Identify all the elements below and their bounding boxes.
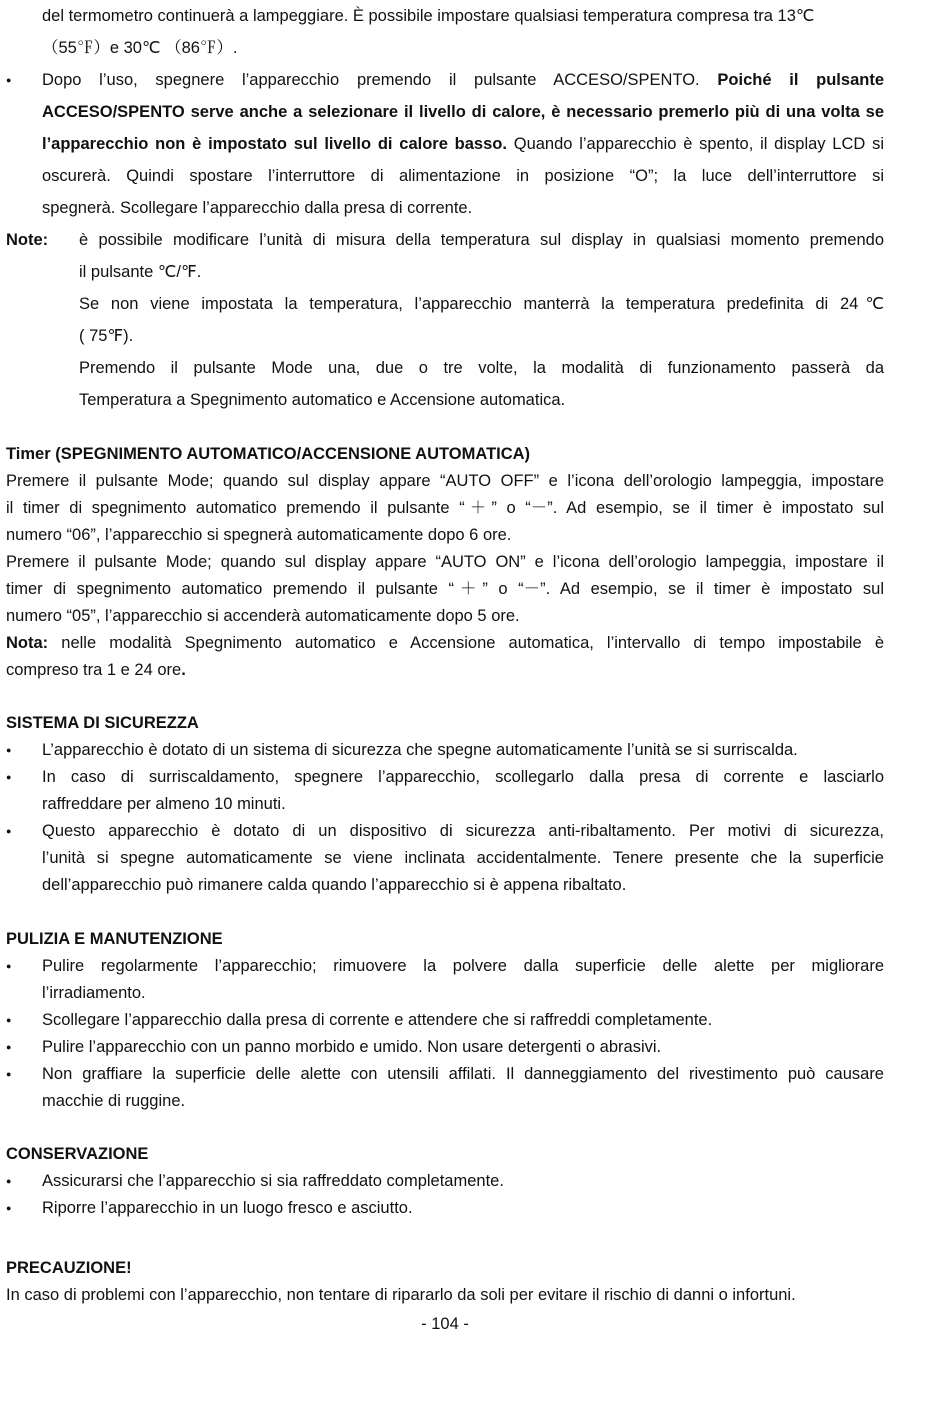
storage-section	[6, 1141, 884, 1222]
cleaning-section	[6, 926, 884, 1115]
list-item-line: spegnerà. Scollegare l’apparecchio dalla presa di corrente.	[42, 199, 473, 217]
safety-section	[6, 710, 884, 899]
paragraph-line: Premere il pulsante Mode; quando sul display appare “AUTO ON” e l’icona dell’orologio lampeggia, impostare il	[6, 553, 884, 571]
section-heading: PRECAUZIONE!	[6, 1259, 132, 1277]
nota-label: Nota:	[6, 634, 49, 652]
section-heading: SISTEMA DI SICUREZZA	[6, 714, 199, 732]
bullet-icon: ●	[6, 961, 12, 971]
list-item-line: l’apparecchio non è impostato sul livello di calore basso. Quando l’apparecchio è spento, il display LCD si	[42, 135, 884, 153]
page-number: - 104 -	[421, 1315, 469, 1333]
paragraph-line: Premere il pulsante Mode; quando sul display appare “AUTO OFF” e l’icona dell’orologio lampeggia, impostare	[6, 472, 884, 490]
paragraph-line: timer di spegnimento automatico premendo il pulsante “＋” o “－”. Ad esempio, se il timer è impostato sul	[6, 580, 884, 598]
bullet-icon: ●	[6, 772, 12, 782]
bullet-icon: ●	[6, 826, 12, 836]
list-item: ● Non graffiare la superficie delle alette con utensili affilati. Il danneggiamento del rivestimento può causare macchie di ruggine.	[6, 1061, 884, 1115]
caution-section	[6, 1255, 884, 1309]
paragraph-line: il timer di spegnimento automatico premendo il pulsante “＋” o “－”. Ad esempio, se il timer è impostato sul	[6, 499, 884, 517]
section-heading: CONSERVAZIONE	[6, 1145, 149, 1163]
paragraph-line: Nota: nelle modalità Spegnimento automatico e Accensione automatica, l’intervallo di tempo impostabile è	[6, 634, 884, 652]
section-heading: Timer (SPEGNIMENTO AUTOMATICO/ACCENSIONE AUTOMATICA)	[6, 445, 531, 463]
list-item: ● Riporre l’apparecchio in un luogo fresco e asciutto.	[6, 1195, 884, 1222]
note-line: il pulsante ℃/℉.	[79, 263, 202, 281]
list-item-line: ACCESO/SPENTO serve anche a selezionare il livello di calore, è necessario premerlo più di una volta se	[42, 103, 884, 121]
bullet-icon: ●	[6, 75, 12, 85]
note-label: Note:	[6, 231, 49, 249]
timer-section	[6, 441, 884, 684]
note-line: è possibile modificare l’unità di misura della temperatura sul display in qualsiasi momento premendo	[79, 231, 884, 249]
list-item: ● Pulire regolarmente l’apparecchio; rimuovere la polvere dalla superficie delle alette per migliorare l’irradiamento.	[6, 953, 884, 1007]
bullet-icon: ●	[6, 1042, 12, 1052]
list-item-line: oscurerà. Quindi spostare l’interruttore di alimentazione in posizione “O”; la luce dell’interruttore si	[42, 167, 884, 185]
list-item: ● Assicurarsi che l’apparecchio si sia raffreddato completamente.	[6, 1168, 884, 1195]
list-item: ● Pulire l’apparecchio con un panno morbido e umido. Non usare detergenti o abrasivi.	[6, 1034, 884, 1061]
note-line: ( 75℉).	[79, 327, 134, 345]
note-line: Se non viene impostata la temperatura, l’apparecchio manterrà la temperatura predefinita di 24℃	[79, 295, 884, 313]
paragraph-line: In caso di problemi con l’apparecchio, non tentare di ripararlo da soli per evitare il rischio di danni o infortuni.	[6, 1286, 796, 1304]
list-item-line: Dopo l’uso, spegnere l’apparecchio premendo il pulsante ACCESO/SPENTO. Poiché il pulsante	[42, 71, 884, 89]
list-item: ● Questo apparecchio è dotato di un dispositivo di sicurezza anti-ribaltamento. Per motivi di sicurezza, l’unità si spegne automaticamente se viene inclinata accidentalmente. Tenere presente che la superficie dell’apparecchio può rimanere calda quando l’apparecchio si è appena ribaltato.	[6, 818, 884, 899]
paragraph-line: numero “06”, l’apparecchio si spegnerà automaticamente dopo 6 ore.	[6, 526, 512, 544]
list-item-continuation: （55℉）e 30℃ （86℉）.	[42, 39, 238, 57]
bullet-icon: ●	[6, 1069, 12, 1079]
paragraph-line: compreso tra 1 e 24 ore.	[6, 661, 186, 679]
section-heading: PULIZIA E MANUTENZIONE	[6, 930, 223, 948]
note-line: Premendo il pulsante Mode una, due o tre volte, la modalità di funzionamento passerà da	[79, 359, 884, 377]
bullet-icon: ●	[6, 1015, 12, 1025]
note-block	[6, 224, 884, 416]
list-item: ● In caso di surriscaldamento, spegnere l’apparecchio, scollegarlo dalla presa di corrente e lasciarlo raffreddare per almeno 10 minuti.	[6, 764, 884, 818]
continued-list	[6, 0, 884, 416]
note-line: Temperatura a Spegnimento automatico e Accensione automatica.	[79, 391, 566, 409]
bullet-icon: ●	[6, 745, 12, 755]
bullet-icon: ●	[6, 1176, 12, 1186]
list-item	[6, 64, 884, 224]
list-item-continuation: del termometro continuerà a lampeggiare. È possibile impostare qualsiasi temperatura compresa tra 13℃	[42, 7, 815, 25]
list-item: ● L’apparecchio è dotato di un sistema di sicurezza che spegne automaticamente l’unità se si surriscalda.	[6, 737, 884, 764]
list-item: ● Scollegare l’apparecchio dalla presa di corrente e attendere che si raffreddi completamente.	[6, 1007, 884, 1034]
bullet-icon: ●	[6, 1203, 12, 1213]
paragraph-line: numero “05”, l’apparecchio si accenderà automaticamente dopo 5 ore.	[6, 607, 520, 625]
